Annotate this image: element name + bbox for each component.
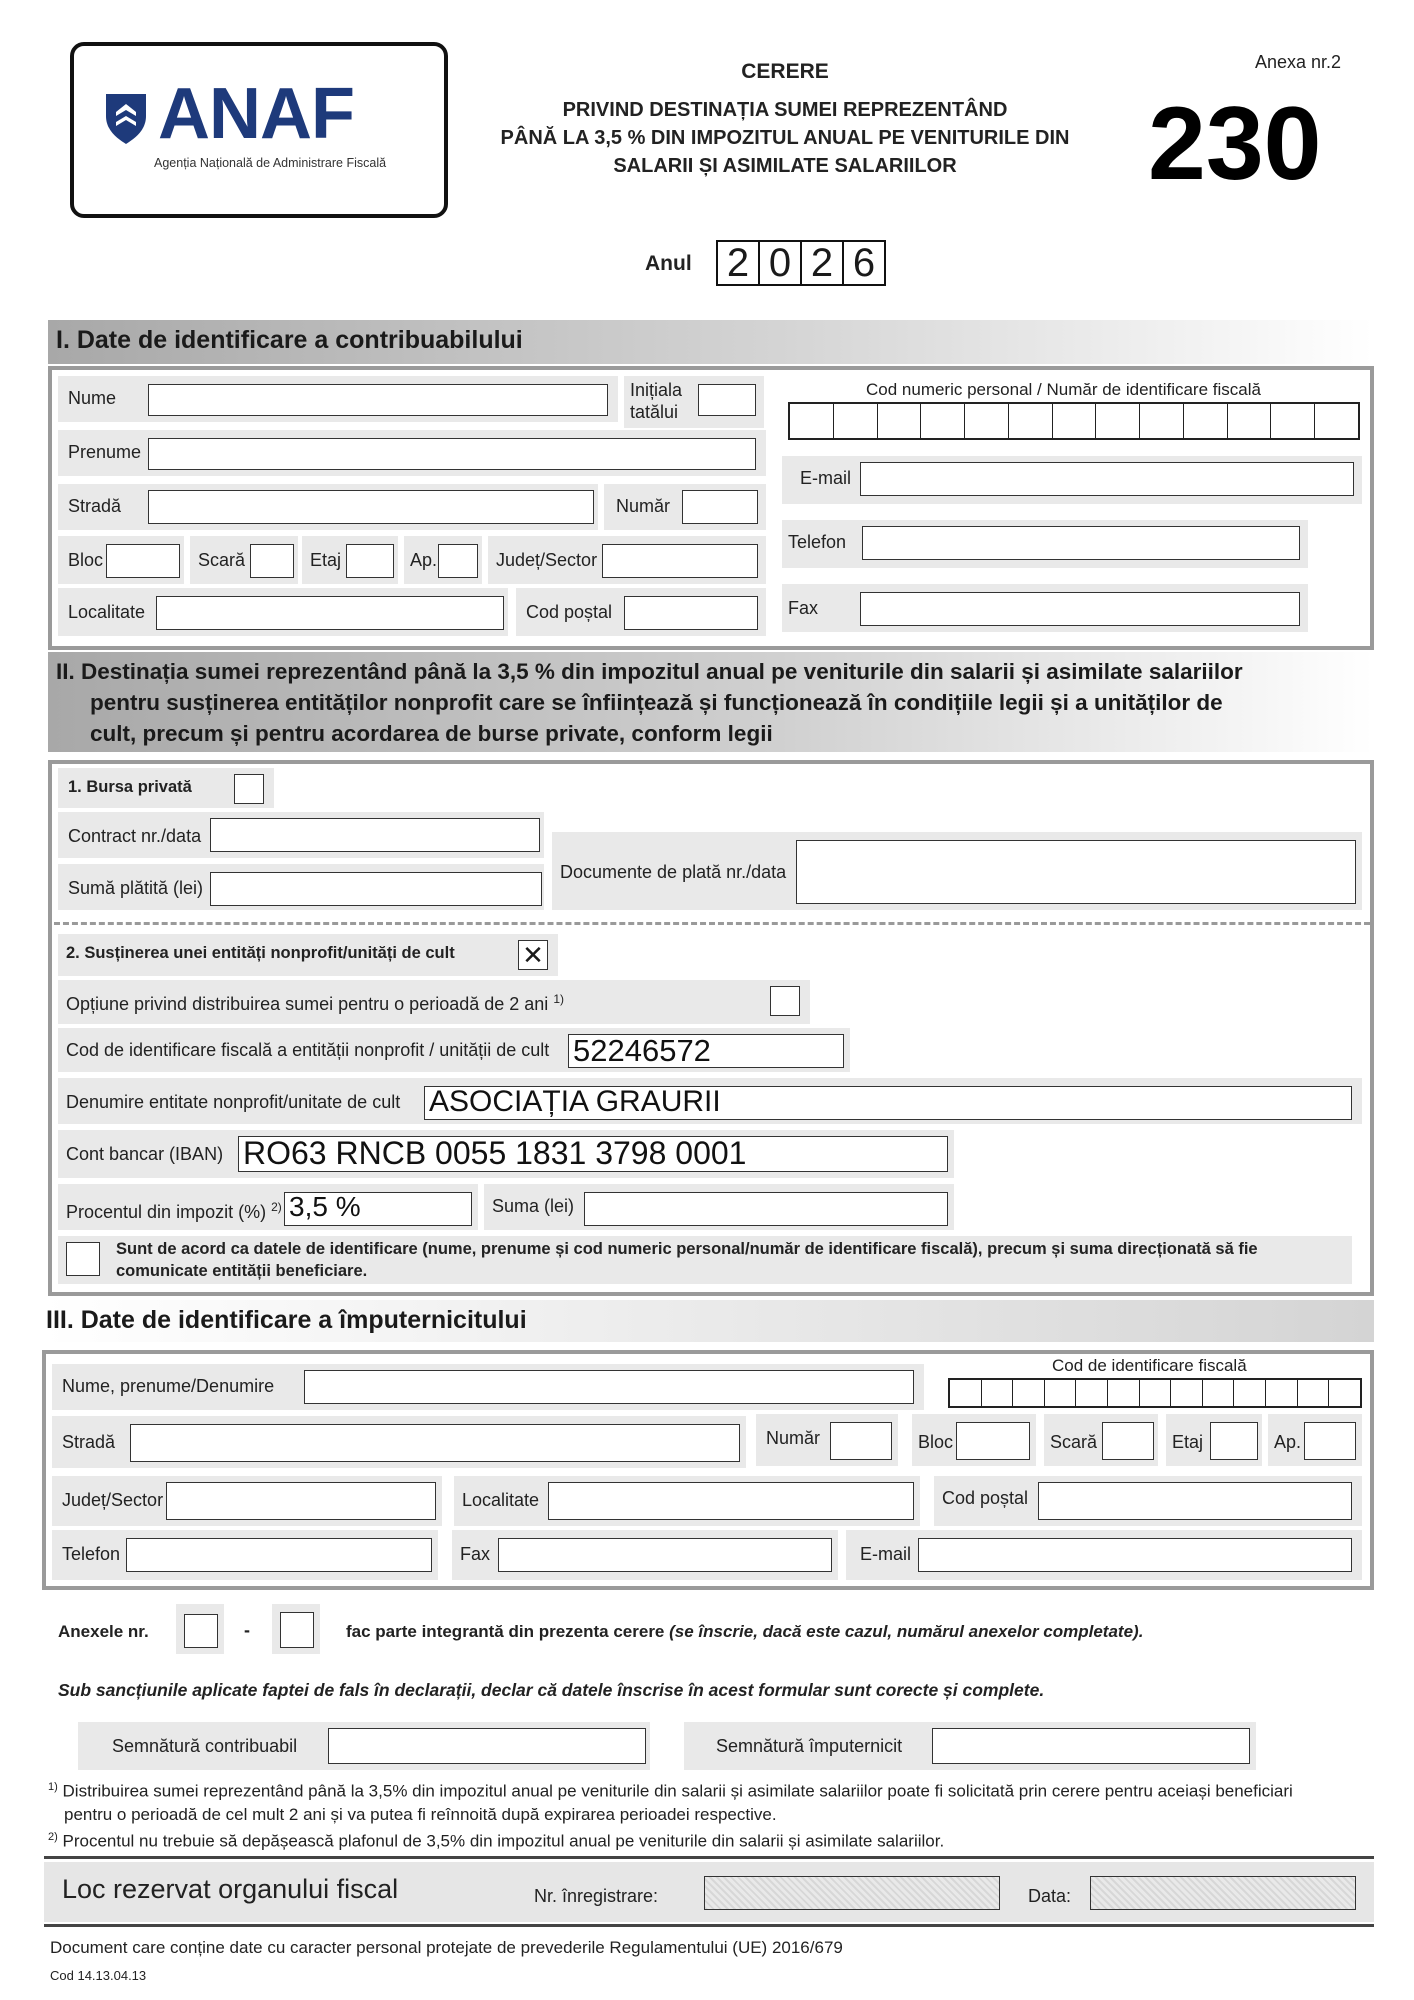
nume-label: Nume	[68, 388, 117, 408]
nr-inregistrare-field[interactable]	[704, 1876, 1000, 1910]
initiala-field[interactable]	[698, 384, 756, 416]
initiala-label-1: Inițiala	[630, 380, 683, 400]
strada-label: Stradă	[68, 496, 122, 516]
imp-scara-label: Scară	[1050, 1432, 1098, 1452]
anaf-logo	[70, 42, 448, 218]
acord-checkbox[interactable]	[66, 1242, 100, 1276]
procent-text: Procentul din impozit (%)	[66, 1202, 267, 1222]
imp-email-label: E-mail	[860, 1544, 912, 1564]
year-field[interactable]	[716, 240, 886, 286]
suma-platita-label: Sumă plătită (lei)	[68, 878, 204, 898]
footnote-2-line1: Procentul nu trebuie să depășească plafonul de 3,5% din impozitul anual pe veniturile din salarii și asimilate salariilor.	[62, 1831, 945, 1851]
scara-field[interactable]	[250, 544, 294, 578]
localitate-field[interactable]	[156, 596, 504, 630]
procent-label	[66, 1200, 282, 1223]
semnatura-contribuabil-label: Semnătură contribuabil	[112, 1736, 298, 1756]
nume-field[interactable]	[148, 384, 608, 416]
procent-field[interactable]: 3,5 %	[284, 1192, 472, 1226]
prenume-label: Prenume	[68, 442, 142, 462]
cod-postal-field[interactable]	[624, 596, 758, 630]
imp-fax-label: Fax	[460, 1544, 491, 1564]
gdpr-notice: Document care conține date cu caracter personal protejate de prevederile Regulamentului (UE) 2016/679	[50, 1938, 843, 1957]
data-field[interactable]	[1090, 1876, 1356, 1910]
imp-strada-field[interactable]	[130, 1424, 740, 1462]
contract-field[interactable]	[210, 818, 540, 852]
imp-email-field[interactable]	[918, 1538, 1352, 1572]
semnatura-imputernicit-field[interactable]	[932, 1728, 1250, 1764]
anexe-text-italic: (se înscrie, dacă este cazul, numărul anexelor completate).	[669, 1622, 1144, 1641]
etaj-field[interactable]	[346, 544, 394, 578]
acord-text	[116, 1238, 1258, 1282]
imp-nume-label: Nume, prenume/Denumire	[62, 1376, 275, 1396]
imp-cod-postal-label: Cod poștal	[942, 1488, 1029, 1508]
imp-numar-label: Număr	[766, 1428, 821, 1448]
imp-bloc-label: Bloc	[918, 1432, 954, 1452]
footnote-1-num: 1)	[48, 1781, 58, 1793]
documente-field[interactable]	[796, 840, 1356, 904]
sustinere-label: 2. Susținerea unei entități nonprofit/unități de cult	[66, 944, 455, 962]
anexe-dash: -	[244, 1620, 250, 1640]
footnotes	[48, 1776, 1388, 1852]
iban-field[interactable]: RO63 RNCB 0055 1831 3798 0001	[238, 1136, 948, 1172]
ap-label: Ap.	[410, 550, 438, 570]
acord-line1: Sunt de acord ca datele de identificare (nume, prenume și cod numeric personal/număr de identificare fiscală), precum și suma direcționată să fie	[116, 1240, 1258, 1258]
email-label: E-mail	[800, 468, 852, 488]
judet-field[interactable]	[602, 544, 758, 578]
imp-bloc-field[interactable]	[956, 1422, 1030, 1460]
year-digit: 6	[852, 241, 876, 285]
footnote-2	[48, 1826, 1388, 1853]
imp-localitate-field[interactable]	[548, 1482, 914, 1520]
cnp-label: Cod numeric personal / Număr de identificare fiscală	[866, 380, 1261, 399]
etaj-label: Etaj	[310, 550, 342, 570]
logo-subtitle: Agenția Națională de Administrare Fiscală	[154, 156, 387, 170]
anexe-to-field[interactable]	[280, 1612, 314, 1648]
year-label: Anul	[645, 252, 692, 275]
section3-heading: III. Date de identificare a împuternicitului	[46, 1306, 527, 1334]
footnote-2-num: 2)	[48, 1830, 58, 1843]
anexe-text-main: fac parte integrantă din prezenta cerere	[346, 1622, 665, 1641]
section1-heading: I. Date de identificare a contribuabilului	[56, 326, 523, 354]
title-line-3: PÂNĂ LA 3,5 % DIN IMPOZITUL ANUAL PE VENITURILE DIN	[500, 127, 1070, 149]
imp-fax-field[interactable]	[498, 1538, 832, 1572]
cod-postal-label: Cod poștal	[526, 602, 613, 622]
bursa-label: 1. Bursa privată	[68, 778, 192, 796]
contract-label: Contract nr./data	[68, 826, 202, 846]
section2-heading-line2: pentru susținerea entităților nonprofit care se înființează și funcționează în condițiile legii și a unităților de	[90, 690, 1223, 715]
imp-ap-label: Ap.	[1274, 1432, 1302, 1452]
section2-heading-line3: cult, precum și pentru acordarea de burse private, conform legii	[90, 721, 773, 746]
suma-field[interactable]	[584, 1192, 948, 1226]
section2-heading-line1: II. Destinația sumei reprezentând până la 3,5 % din impozitul anual pe veniturile din salarii și asimilate salariilor	[56, 659, 1243, 684]
bloc-label: Bloc	[68, 550, 104, 570]
dashed-divider	[54, 922, 1370, 925]
denumire-field[interactable]: ASOCIAȚIA GRAURII	[424, 1086, 1352, 1120]
logo-text: ANAF	[158, 74, 354, 154]
form-code: Cod 14.13.04.13	[50, 1968, 147, 1983]
imp-nume-field[interactable]	[304, 1370, 914, 1404]
fax-label: Fax	[788, 598, 819, 618]
optiune-checkbox[interactable]	[770, 986, 800, 1016]
cod-fiscal-label: Cod de identificare fiscală a entității nonprofit / unității de cult	[66, 1040, 550, 1060]
title-line-1: CERERE	[741, 60, 829, 83]
cod-fiscal-field[interactable]: 52246572	[568, 1034, 844, 1068]
title-line-4: SALARII ȘI ASIMILATE SALARIILOR	[613, 155, 957, 177]
section2-heading	[56, 656, 1243, 749]
year-digit: 0	[760, 242, 802, 284]
footnote-1	[48, 1776, 1388, 1803]
fax-field[interactable]	[860, 592, 1300, 626]
semnatura-imputernicit-label: Semnătură împuternicit	[716, 1736, 903, 1756]
footnote-1-line1: Distribuirea sumei reprezentând până la 3,5% din impozitul anual pe veniturile din salarii și asimilate salariilor poate fi solicitată prin cerere pentru aceiași beneficiari	[62, 1781, 1293, 1801]
optiune-footnote: 1)	[553, 992, 564, 1006]
imp-strada-label: Stradă	[62, 1432, 116, 1452]
imp-cif-label: Cod de identificare fiscală	[1052, 1356, 1247, 1375]
nr-inregistrare-label: Nr. înregistrare:	[534, 1886, 659, 1906]
declaratie-text: Sub sancțiunile aplicate faptei de fals în declarații, declar că datele înscrise în acest formular sunt corecte și complete.	[58, 1680, 1045, 1700]
telefon-label: Telefon	[788, 532, 847, 552]
cnp-field[interactable]	[788, 402, 1360, 440]
anexe-from-field[interactable]	[184, 1614, 218, 1648]
year-digit: 2	[718, 242, 760, 284]
form-number: 230	[1148, 86, 1322, 202]
judet-label: Județ/Sector	[496, 550, 598, 570]
bursa-checkbox[interactable]	[234, 774, 264, 804]
procent-footnote: 2)	[271, 1200, 282, 1214]
localitate-label: Localitate	[68, 602, 146, 622]
imp-etaj-label: Etaj	[1172, 1432, 1204, 1452]
initiala-label-2: tatălui	[630, 402, 679, 422]
imp-judet-field[interactable]	[166, 1482, 436, 1520]
imp-scara-field[interactable]	[1102, 1422, 1154, 1460]
bloc-field[interactable]	[106, 544, 180, 578]
loc-rezervat-bottom-rule	[44, 1924, 1374, 1927]
numar-label: Număr	[616, 496, 671, 516]
imp-ap-field[interactable]	[1304, 1422, 1356, 1460]
anexe-label: Anexele nr.	[58, 1622, 149, 1641]
imp-cod-postal-field[interactable]	[1038, 1482, 1352, 1520]
form-title	[440, 60, 1130, 180]
imp-cif-field[interactable]	[948, 1378, 1362, 1408]
numar-field[interactable]	[682, 490, 758, 524]
imp-etaj-field[interactable]	[1210, 1422, 1258, 1460]
documente-label: Documente de plată nr./data	[560, 862, 787, 882]
imp-telefon-field[interactable]	[126, 1538, 432, 1572]
suma-platita-field[interactable]	[210, 872, 542, 906]
acord-line2: comunicate entității beneficiare.	[116, 1262, 368, 1280]
denumire-label: Denumire entitate nonprofit/unitate de cult	[66, 1092, 401, 1112]
telefon-field[interactable]	[862, 526, 1300, 560]
semnatura-contribuabil-field[interactable]	[328, 1728, 646, 1764]
iban-label: Cont bancar (IBAN)	[66, 1144, 224, 1164]
shield-icon	[102, 90, 150, 146]
imp-numar-field[interactable]	[830, 1422, 892, 1460]
strada-field[interactable]	[148, 490, 594, 524]
imp-judet-label: Județ/Sector	[62, 1490, 164, 1510]
anexe-text	[346, 1622, 1143, 1642]
data-label: Data:	[1028, 1886, 1072, 1906]
prenume-field[interactable]	[148, 438, 756, 470]
scara-label: Scară	[198, 550, 246, 570]
year-digit: 2	[802, 242, 844, 284]
loc-rezervat-label: Loc rezervat organului fiscal	[62, 1874, 399, 1904]
imp-telefon-label: Telefon	[62, 1544, 121, 1564]
email-field[interactable]	[860, 462, 1354, 496]
ap-field[interactable]	[438, 544, 478, 578]
footnote-1-line2: pentru o perioadă de cel mult 2 ani și va putea fi reînnoită după expirarea perioadei respective.	[64, 1804, 777, 1824]
imp-localitate-label: Localitate	[462, 1490, 540, 1510]
optiune-text: Opțiune privind distribuirea sumei pentru o perioadă de 2 ani	[66, 994, 549, 1014]
sustinere-checkbox[interactable]: ✕	[518, 940, 548, 970]
suma-label: Suma (lei)	[492, 1196, 575, 1216]
title-line-2: PRIVIND DESTINAȚIA SUMEI REPREZENTÂND	[562, 99, 1008, 121]
optiune-label	[66, 992, 564, 1015]
loc-rezervat-top-rule	[44, 1856, 1374, 1859]
annex-label: Anexa nr.2	[1255, 52, 1342, 72]
